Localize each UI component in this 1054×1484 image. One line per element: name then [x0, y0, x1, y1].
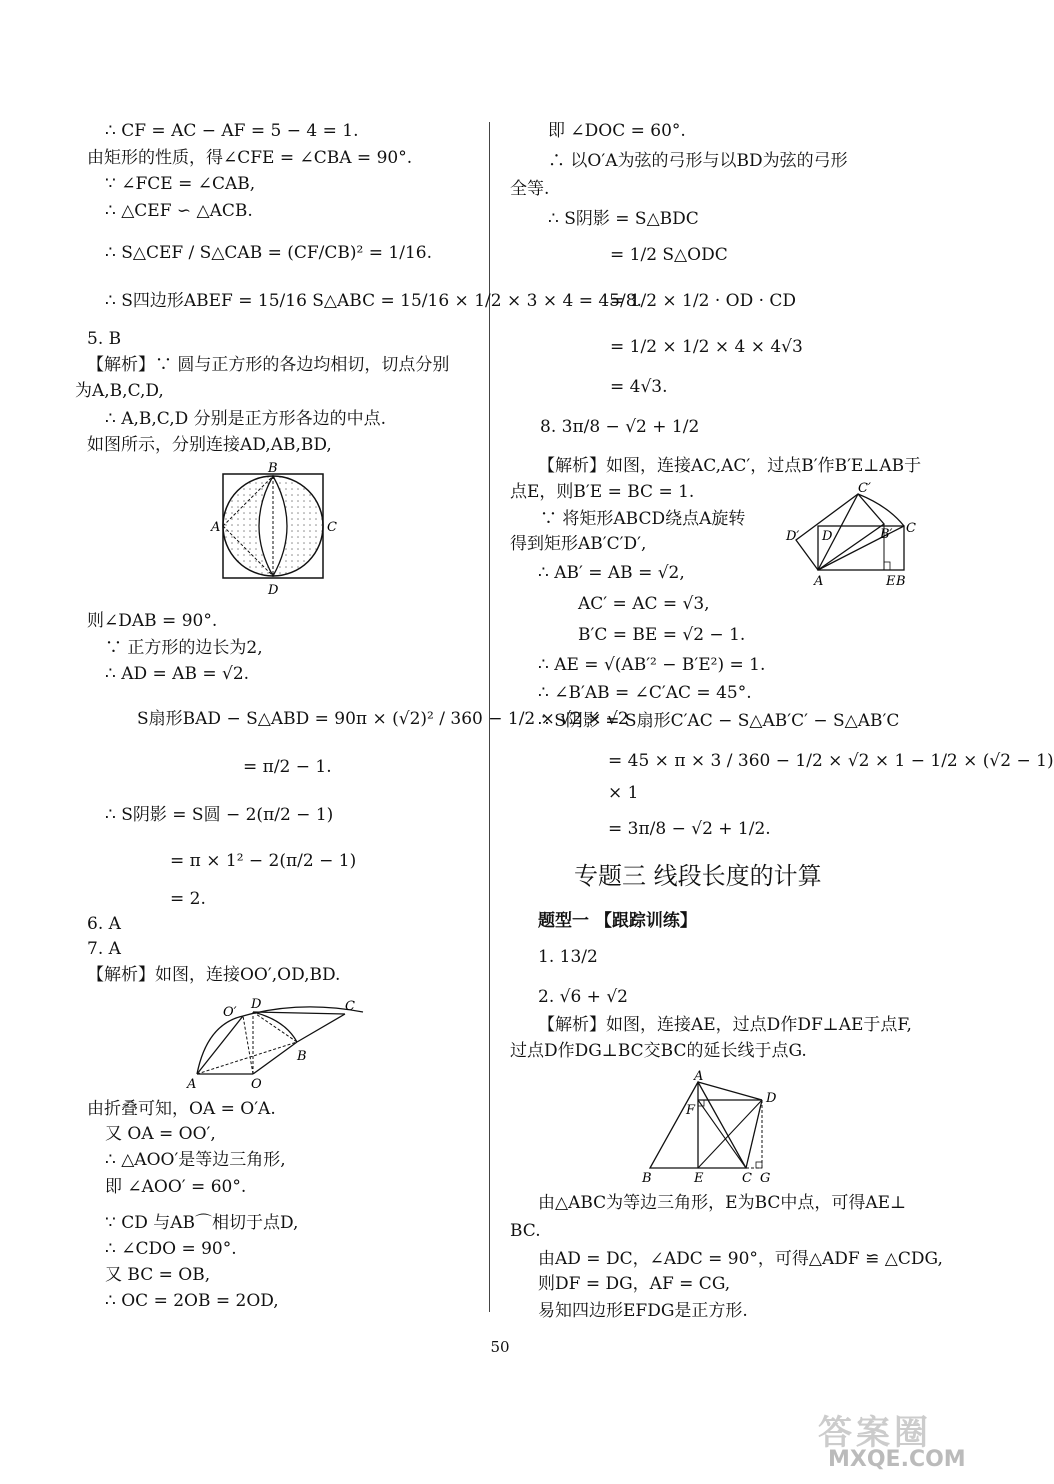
text-line: ∴ S阴影 = S△BDC	[548, 209, 699, 229]
text-line: 【解析】如图，连接OO′,OD,BD.	[87, 965, 341, 985]
text-line: 【解析】如图，连接AC,AC′，过点B′作B′E⊥AB于	[538, 456, 922, 476]
text-line: ∴ A,B,C,D 分别是正方形各边的中点.	[105, 409, 387, 429]
text-line: ∴ ∠CDO = 90°.	[105, 1239, 237, 1259]
text-line: ∵ 将矩形ABCD绕点A旋转	[540, 509, 746, 529]
text-line: = 45 × π × 3 / 360 − 1/2 × √2 × 1 − 1/2 × (√2 − 1)	[608, 751, 1054, 771]
text-line: 即 ∠DOC = 60°.	[548, 121, 686, 141]
label-C-prime: C′	[858, 481, 871, 496]
label-A: A	[814, 574, 824, 589]
text-line: 易知四边形EFDG是正方形.	[538, 1301, 748, 1321]
subsection-title: 题型一 【跟踪训练】	[538, 911, 697, 931]
question-number: 6. A	[87, 914, 121, 934]
text-line: ∴ S阴影 = S扇形C′AC − S△AB′C′ − S△AB′C	[538, 711, 900, 731]
label-D-prime: D′	[786, 529, 800, 544]
text-line: 过点D作DG⊥BC交BC的延长线于点G.	[510, 1041, 807, 1061]
text-line: 又 OA = OO′,	[105, 1124, 216, 1144]
text-line: = π × 1² − 2(π/2 − 1)	[170, 851, 357, 871]
text-line: ∴ S△CEF / S△CAB = (CF/CB)² = 1/16.	[105, 243, 432, 263]
text-line: ∴ AD = AB = √2.	[105, 664, 250, 684]
label-O-prime: O′	[223, 1005, 237, 1020]
text-line: 由△ABC为等边三角形，E为BC中点，可得AE⊥	[538, 1193, 907, 1213]
answer-line: 1. 13/2	[538, 947, 598, 967]
text-line: B′C = BE = √2 − 1.	[578, 625, 746, 645]
text-line: 即 ∠AOO′ = 60°.	[105, 1177, 247, 1197]
label-D: D	[268, 583, 279, 598]
text-line: 点E，则B′E = BC = 1.	[510, 482, 695, 502]
text-line: ∴ △CEF ∽ △ACB.	[105, 201, 253, 221]
figure-rotated-rectangle	[786, 481, 918, 596]
label-A: A	[694, 1069, 704, 1084]
figure-folded-sector	[185, 990, 365, 1090]
figure-triangle-square	[638, 1070, 788, 1185]
label-C: C	[906, 521, 916, 536]
watermark-url: MXQE.COM	[828, 1447, 966, 1472]
text-line: S扇形BAD − S△ABD = 90π × (√2)² / 360 − 1/2 × √2 × √2	[137, 709, 629, 729]
question-number: 5. B	[87, 329, 122, 349]
question-number: 8. 3π/8 − √2 + 1/2	[540, 417, 700, 437]
text-line: = 2.	[170, 889, 206, 909]
text-line: 如图所示，分别连接AD,AB,BD,	[87, 435, 332, 455]
answer-line: 2. √6 + √2	[538, 987, 628, 1007]
text-line: = 1/2 S△ODC	[610, 245, 728, 265]
watermark-logo	[808, 1405, 988, 1475]
label-F: F	[686, 1103, 696, 1118]
text-line: = 3π/8 − √2 + 1/2.	[608, 819, 771, 839]
text-line: = 1/2 × 1/2 × 4 × 4√3	[610, 337, 803, 357]
label-D: D	[766, 1091, 777, 1106]
text-line: 则DF = DG，AF = CG,	[538, 1274, 731, 1294]
text-line: 得到矩形AB′C′D′,	[510, 534, 647, 554]
label-D: D	[822, 529, 833, 544]
label-A: A	[211, 520, 221, 535]
text-line: AC′ = AC = √3,	[578, 594, 710, 614]
text-line: ∴ ∠B′AB = ∠C′AC = 45°.	[538, 683, 752, 703]
text-line: ∴ OC = 2OB = 2OD,	[105, 1291, 279, 1311]
watermark-text: 答案圈	[818, 1413, 932, 1453]
text-line: BC.	[510, 1221, 541, 1241]
text-line: ∴ AE = √(AB′² − B′E²) = 1.	[538, 655, 766, 675]
text-line: = 4√3.	[610, 377, 668, 397]
label-G: G	[760, 1171, 771, 1186]
text-line: 则∠DAB = 90°.	[87, 611, 218, 631]
label-C: C	[742, 1171, 752, 1186]
text-line: ∵ CD 与AB⌒相切于点D,	[105, 1213, 299, 1233]
text-line: ∵ ∠FCE = ∠CAB,	[105, 174, 256, 194]
label-O: O	[251, 1077, 262, 1092]
label-B: B	[896, 574, 906, 589]
label-B-prime: B′	[880, 527, 893, 542]
text-line: 又 BC = OB,	[105, 1265, 211, 1285]
figure-circle-square	[205, 462, 345, 602]
text-line: ∴ S阴影 = S圆 − 2(π/2 − 1)	[105, 805, 334, 825]
text-line: = 1/2 × 1/2 · OD · CD	[610, 291, 797, 311]
text-line: = π/2 − 1.	[243, 757, 332, 777]
text-line: 【解析】∵ 圆与正方形的各边均相切，切点分别	[87, 355, 450, 375]
text-line: ∵ 正方形的边长为2,	[105, 638, 263, 658]
text-line: ∴ CF = AC − AF = 5 − 4 = 1.	[105, 121, 359, 141]
question-number: 7. A	[87, 939, 121, 959]
text-line: 由AD = DC，∠ADC = 90°，可得△ADF ≌ △CDG,	[538, 1249, 943, 1269]
text-line: × 1	[608, 783, 639, 803]
section-title: 专题三 线段长度的计算	[574, 862, 822, 890]
label-E: E	[694, 1171, 704, 1186]
label-A: A	[187, 1077, 197, 1092]
label-C: C	[327, 520, 337, 535]
text-line: ∴ 以O′A为弦的弓形与以BD为弦的弓形	[548, 151, 848, 171]
label-E: E	[886, 574, 896, 589]
text-line: 为A,B,C,D,	[75, 381, 164, 401]
label-D: D	[251, 997, 262, 1012]
text-line: 由折叠可知，OA = O′A.	[87, 1099, 276, 1119]
page-number: 50	[490, 1338, 510, 1356]
text-line: ∴ S四边形ABEF = 15/16 S△ABC = 15/16 × 1/2 × 3 × 4 = 45/8.	[105, 291, 642, 311]
text-line: 【解析】如图，连接AE，过点D作DF⊥AE于点F,	[538, 1015, 912, 1035]
label-B: B	[642, 1171, 652, 1186]
text-line: 全等.	[510, 179, 550, 199]
text-line: ∴ AB′ = AB = √2,	[538, 563, 685, 583]
label-B: B	[268, 461, 278, 476]
text-line: ∴ △AOO′是等边三角形,	[105, 1150, 286, 1170]
label-C: C	[345, 999, 355, 1014]
label-B: B	[297, 1049, 307, 1064]
text-line: 由矩形的性质，得∠CFE = ∠CBA = 90°.	[87, 148, 413, 168]
